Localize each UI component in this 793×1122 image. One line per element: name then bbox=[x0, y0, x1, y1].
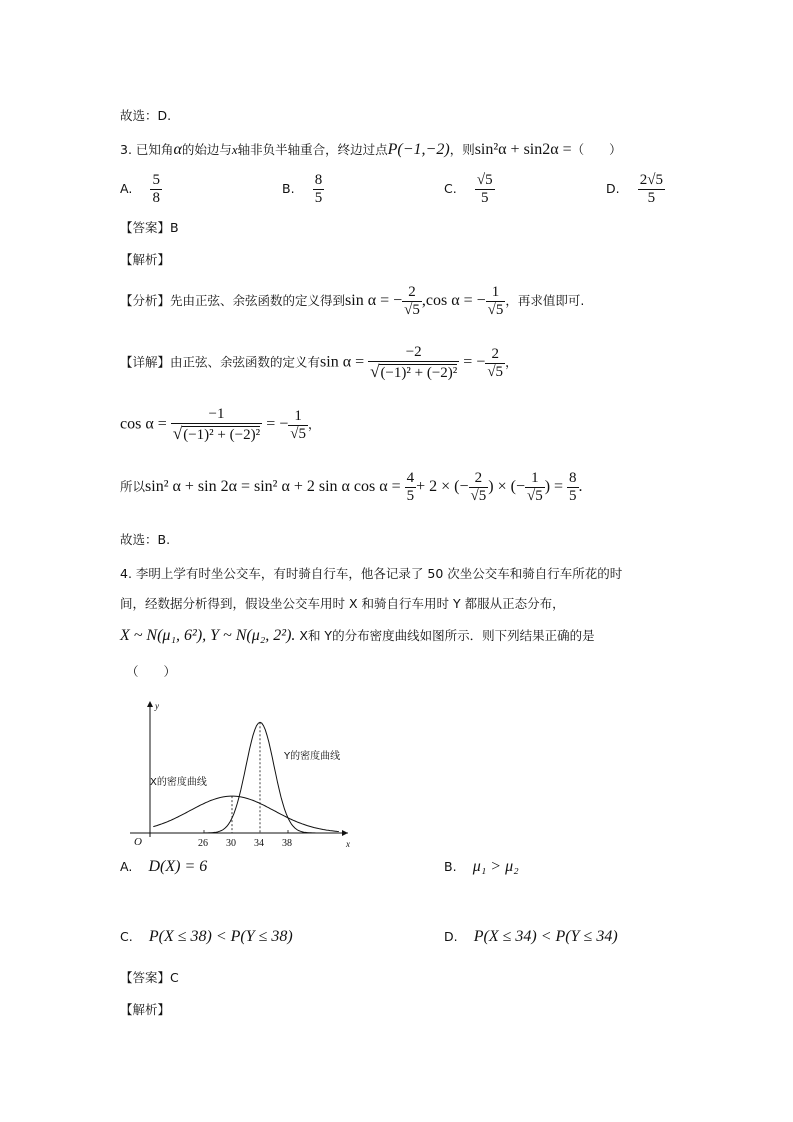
q3-point: P(−1,−2) bbox=[387, 141, 450, 158]
q3-option-a: A. $\frac{5}{8}$ bbox=[120, 172, 160, 206]
q3-fenxi: 【分析】先由正弦、余弦函数的定义得到sin α = − $\frac{2}{√5}$ ,cos α = − $\frac{1}{√5}$ ，再求值即可. bbox=[120, 284, 585, 318]
q3-final-line: 所以sin² α + sin 2α = sin² α + 2 sin α cos α = $\frac{4}{5}$ + 2 × (− $\frac{2}{√5}$ ) × (− $\frac{1}{√5}$ ) = $\frac{8}{5}$ . bbox=[120, 470, 583, 504]
q4-answer-tag: 【答案】C bbox=[120, 970, 179, 985]
x-axis-label: x bbox=[346, 839, 350, 849]
q4-paren: （ ） bbox=[126, 664, 177, 679]
q3-analysis-tag: 【解析】 bbox=[120, 252, 171, 267]
q3-option-b: B. $\frac{8}{5}$ bbox=[282, 172, 323, 206]
q4-analysis-tag: 【解析】 bbox=[120, 1002, 171, 1017]
q3-alpha: α bbox=[173, 141, 182, 158]
q3-option-d: D. $\frac{2√5}{5}$ bbox=[606, 172, 663, 206]
y-axis-arrow bbox=[147, 701, 153, 707]
q3-cos-line: cos α = $\frac{-1}{\text{√(−1)² + (−2)²}}$ = − $\frac{1}{√5}$ ， bbox=[120, 406, 321, 443]
x-axis-arrow bbox=[342, 830, 348, 836]
q3-text4: ，则 bbox=[449, 142, 475, 157]
x-tick-label-30: 30 bbox=[226, 838, 236, 849]
x-curve-label: X的密度曲线 bbox=[150, 777, 207, 788]
q3-conclusion: 故选：B. bbox=[120, 532, 171, 547]
q3-x: x bbox=[231, 142, 238, 157]
q4-option-d: D. P(X ≤ 34) < P(Y ≤ 34) bbox=[444, 928, 618, 945]
q3-text1: 已知角 bbox=[135, 142, 174, 157]
y-axis-label: y bbox=[155, 701, 159, 711]
q3-expr: sin²α + sin2α = bbox=[474, 141, 572, 158]
q4-line1: 4. 李明上学有时坐公交车，有时骑自行车，他各记录了 50 次坐公交车和骑自行车所花的时 bbox=[120, 566, 623, 581]
q4-option-c: C. P(X ≤ 38) < P(Y ≤ 38) bbox=[120, 928, 293, 945]
q4-option-a: A. D(X) = 6 bbox=[120, 858, 208, 875]
q3-answer-tag: 【答案】B bbox=[120, 220, 179, 235]
q3-text3: 轴非负半轴重合，终边过点 bbox=[237, 142, 388, 157]
q3-option-c: C. $\frac{√5}{5}$ bbox=[444, 172, 493, 206]
q3-stem bbox=[120, 140, 622, 159]
y-curve-label: Y的密度曲线 bbox=[284, 751, 341, 762]
previous-answer: 故选：D. bbox=[120, 108, 172, 123]
q4-line2: 间，经数据分析得到，假设坐公交车用时 X 和骑自行车用时 Y 都服从正态分布， bbox=[120, 596, 565, 611]
q3-number: 3. bbox=[120, 142, 132, 157]
x-tick-label-38: 38 bbox=[282, 838, 292, 849]
q4-option-b: B. μ₁ > μ₂ bbox=[444, 858, 519, 875]
origin-label: O bbox=[134, 836, 142, 848]
x-tick-label-26: 26 bbox=[198, 838, 208, 849]
x-tick-label-34: 34 bbox=[254, 838, 264, 849]
q3-paren: （ ） bbox=[571, 142, 622, 157]
q3-xiangjie: 【详解】由正弦、余弦函数的定义有sin α = $\frac{-2}{\text{√(−1)² + (−2)²}}$ = − $\frac{2}{√5}$ ， bbox=[120, 344, 518, 381]
q3-text2: 的始边与 bbox=[181, 142, 232, 157]
x-density-curve bbox=[153, 796, 338, 831]
q4-line3: X ~ N(μ₁, 6²), Y ~ N(μ₂, 2²). X和 Y的分布密度曲线如图所示．则下列结果正确的是 bbox=[120, 627, 595, 644]
density-chart bbox=[120, 695, 360, 855]
